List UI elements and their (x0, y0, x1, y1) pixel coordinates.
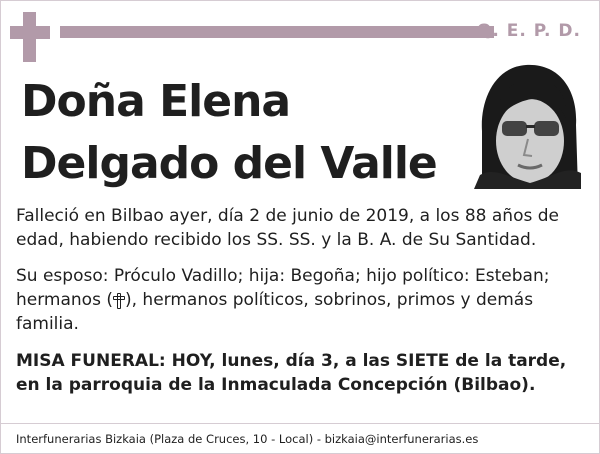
family-paragraph (16, 264, 576, 336)
name-line-1: Doña Elena (21, 76, 291, 127)
name-line-2: Delgado del Valle (21, 138, 437, 189)
family-text-end: ), hermanos políticos, sobrinos, primos y demás familia. (16, 290, 534, 334)
family-text-start: Su esposo: Próculo Vadillo; hija: Begoña; hijo político: Esteban; hermanos ( (16, 266, 550, 310)
death-notice-paragraph: Falleció en Bilbao ayer, día 2 de junio de 2019, a los 88 años de edad, habiendo recibido los SS. SS. y la B. A. de Su Santidad. (16, 206, 559, 250)
deceased-cross-icon (113, 293, 125, 307)
header-rule (60, 26, 494, 38)
qepd-label: Q. E. P. D. (476, 21, 581, 41)
footer-divider (1, 423, 599, 424)
funeral-home-footer: Interfunerarias Bizkaia (Plaza de Cruces, 10 - Local) - bizkaia@interfunerarias.es (16, 432, 479, 446)
cross-icon (10, 12, 50, 62)
deceased-name (21, 71, 437, 195)
funeral-mass-paragraph: MISA FUNERAL: HOY, lunes, día 3, a las SIETE de la tarde, en la parroquia de la Inmaculada Concepción (Bilbao). (16, 351, 567, 395)
portrait-photo (474, 61, 581, 189)
